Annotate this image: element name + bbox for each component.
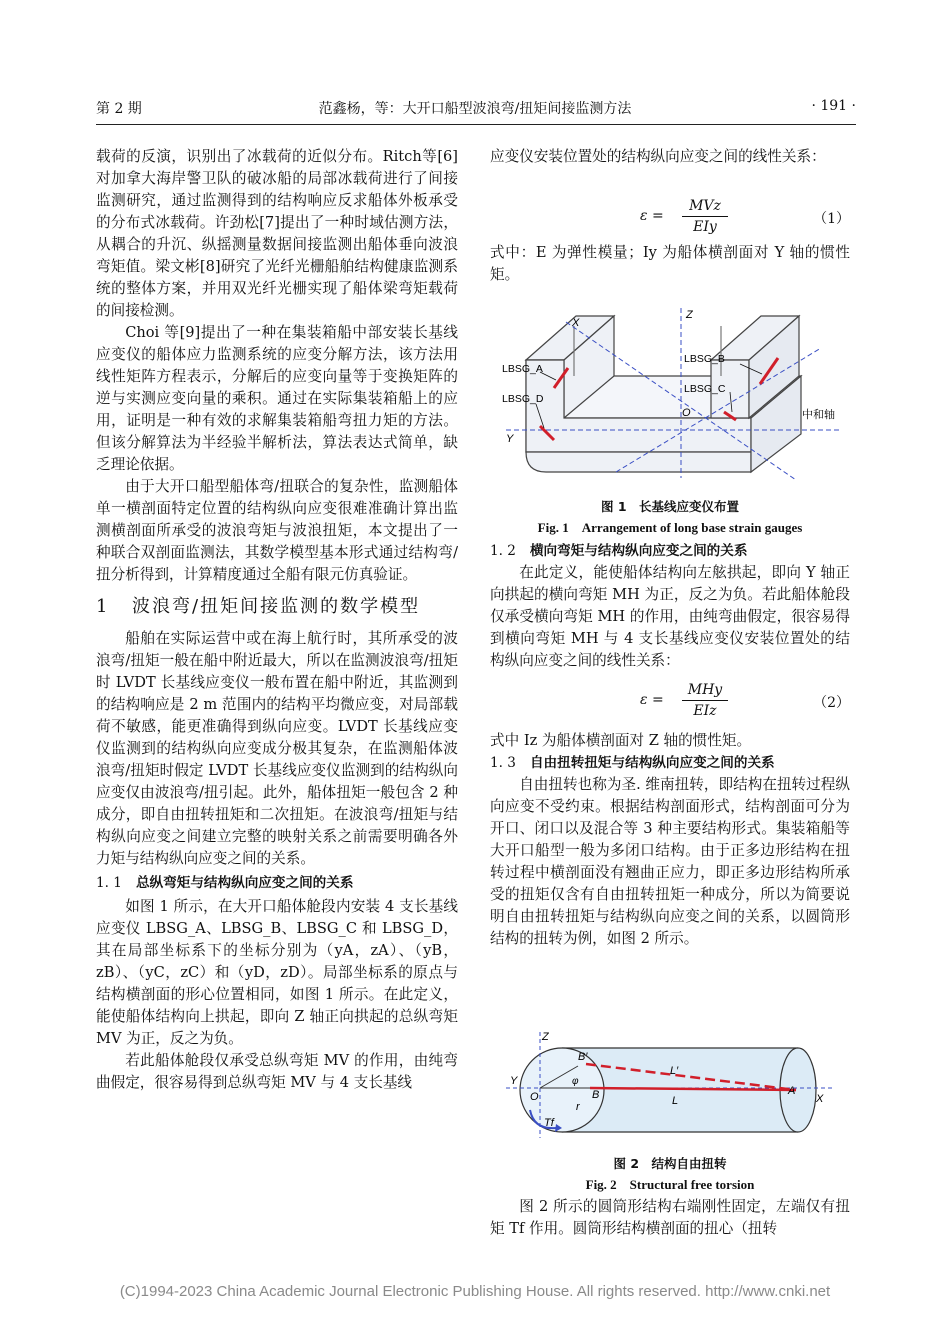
label-y: Y — [510, 1075, 518, 1087]
label-b: B — [592, 1089, 600, 1101]
label-origin: O — [682, 407, 691, 419]
copyright-footer: (C)1994-2023 China Academic Journal Electronic Publishing House. All rights reserved. http://www.cnki.net — [119, 1283, 831, 1300]
paragraph: 如图 1 所示，在大开口船体舱段内安装 4 支长基线应变仪 LBSG_A、LBSG_B、LBSG_C 和 LBSG_D，其在局部坐标系下的坐标分别为（yA，zA）、（yB，zB）、（yC，zC）和（yD，zD）。局部坐标系的原点与结构横剖面的形心位置相同，如图 1 所示。在此定义，能使船体结构向上拱起，即向 Z 轴正向拱起的总纵弯矩 MV 为正，反之为负。 — [96, 898, 458, 1047]
paragraph: 载荷的反演，识别出了冰载荷的近似分布。Ritch等[6]对加拿大海岸警卫队的破冰船的局部冰载荷进行了间接监测研究，通过监测得到的结构响应反求船体外板承受的分布式冰载荷。许劲松[7]提出了一种时域估测方法，从耦合的升沉、纵摇测量数据间接监测出船体垂向波浪弯矩值。梁文彬[8]研究了光纤光栅船舶结构健康监测系统的整体方案，并用双光纤光栅实现了船体梁弯矩载荷的间接检测。 — [96, 148, 458, 319]
paragraph: Choi 等[9]提出了一种在集装箱船中部安装长基线应变仪的船体应力监测系统的应变分解方法，该方法用线性矩阵方程表示，分解后的应变向量等于变换矩阵的逆与实测应变向量的乘积。通过在实际集装箱船上的应用，证明是一种有效的求解集装箱船弯扭力矩的方法。但该分解算法为半经验半解析法，算法表达式简单，缺乏理论依据。 — [96, 324, 458, 473]
label-b-prime: B′ — [578, 1051, 588, 1063]
paragraph: 图 2 所示的圆筒形结构右端刚性固定，左端仅有扭矩 Tf 作用。圆筒形结构横剖面的扭心（扭转 — [490, 1198, 850, 1237]
paragraph: 应变仪安装位置处的结构纵向应变之间的线性关系： — [490, 148, 826, 165]
subsection-title: 横向弯矩与结构纵向应变之间的关系 — [529, 543, 748, 559]
eq1-fraction — [682, 196, 728, 237]
header-rule — [96, 124, 856, 125]
paragraph: 自由扭转也称为圣. 维南扭转，即结构在扭转过程纵向应变不受约束。根据结构剖面形式，结构剖面可分为开口、闭口以及混合等 3 种主要结构形式。集装箱船等大开口船型一般为多闭口结构。由于正多边形结构在扭转过程中横剖面没有翘曲正应力，即正多边形结构所承受的扭矩仅含有自由扭转扭矩一种成分，所以为简要说明自由扭转扭矩与结构纵向应变之间的关系，以圆筒形结构的扭转为例，如图 2 所示。 — [490, 776, 850, 947]
subsection-number: 1. 1 — [96, 875, 122, 891]
label-lbsg-d: LBSG_D — [502, 393, 544, 405]
eq2-fraction — [682, 680, 728, 721]
equation-1 — [490, 196, 850, 240]
figure-1-caption-en: Fig. 1 Arrangement of long base strain gauges — [537, 520, 803, 535]
eq1-tag: （1） — [813, 211, 850, 227]
equation-2 — [490, 680, 850, 724]
label-tf: Tf — [544, 1117, 554, 1129]
subsection-number: 1. 3 — [490, 755, 516, 771]
right-column-where1 — [490, 242, 850, 286]
figure-2-caption-cn: 图 2 结构自由扭转 — [613, 1156, 727, 1171]
label-a: A — [788, 1085, 796, 1097]
label-lbsg-a: LBSG_A — [502, 363, 543, 375]
label-neutral-axis: 中和轴 — [802, 409, 835, 421]
label-z: Z — [542, 1031, 549, 1043]
label-x: X — [572, 317, 580, 329]
paragraph: 若此船体舱段仅承受总纵弯矩 MV 的作用，由纯弯曲假定，很容易得到总纵弯矩 MV 与 4 支长基线 — [96, 1052, 458, 1091]
paragraph: 在此定义，能使船体结构向左舷拱起，即向 Y 轴正向拱起的横向弯矩 MH 为正，反之为负。若此船体舱段仅承受横向弯矩 MH 的作用，由纯弯曲假定，很容易得到横向弯矩 MH 与 4 支长基线应变仪安装位置处的结构纵向应变之间的线性关系： — [490, 564, 850, 669]
right-column-bottom — [490, 1196, 850, 1240]
label-y: Y — [506, 433, 514, 445]
hull-bottom-curve — [526, 452, 751, 472]
subsection-heading — [490, 752, 850, 774]
subsection-number: 1. 2 — [490, 543, 516, 559]
figure-2-free-torsion — [500, 1028, 840, 1140]
label-origin: O — [530, 1091, 539, 1103]
section-heading — [96, 596, 458, 618]
page-number: · 191 · — [811, 98, 856, 114]
figure-2-caption-en: Fig. 2 Structural free torsion — [585, 1177, 755, 1192]
eq2-tag: （2） — [813, 695, 850, 711]
right-column-top — [490, 146, 850, 168]
label-l: L — [672, 1095, 679, 1107]
label-z: Z — [686, 309, 693, 321]
figure-1-caption-cn: 图 1 长基线应变仪布置 — [600, 499, 740, 514]
issue-label: 第 2 期 — [96, 101, 142, 117]
subsection-heading — [490, 540, 850, 562]
label-lbsg-b: LBSG_B — [684, 353, 725, 365]
eq1-numerator: MVz — [682, 196, 728, 217]
section-number: 1 — [96, 596, 110, 617]
label-l-prime: L′ — [670, 1065, 679, 1077]
paragraph: 船舶在实际运营中或在海上航行时，其所承受的波浪弯/扭矩一般在船中附近最大，所以在监测波浪弯/扭矩时 LVDT 长基线应变仪一般布置在船中附近，其监测到的结构响应是 2 m 范围内的结构平均微应变，对局部载荷不敏感，能更准确得到纵向应变。LVDT 长基线应变仪监测到的结构纵向应变成分极其复杂，在监测船体波浪弯/扭矩时假定 LVDT 长基线应变仪监测到的结构纵向应变仅由波浪弯/扭引起。此外，船体扭矩一般包含 2 种成分，即自由扭转扭矩和二次扭矩。在波浪弯/扭矩与结构纵向应变之间建立完整的映射关系之前需要明确各外力矩与结构纵向应变之间的关系。 — [96, 630, 458, 867]
subsection-title: 总纵弯矩与结构纵向应变之间的关系 — [135, 875, 354, 891]
label-phi: φ — [572, 1076, 579, 1087]
eq1-denominator: EIy — [693, 219, 717, 235]
figure-1-strain-gauge-layout — [496, 300, 846, 485]
right-column-12 — [490, 540, 850, 672]
paragraph: 式中：E 为弹性模量；Iy 为船体横剖面对 Y 轴的惯性矩。 — [490, 244, 850, 283]
eq2-lhs: ε = — [640, 692, 664, 708]
running-title: 范鑫杨，等：大开口船型波浪弯/扭矩间接监测方法 — [318, 101, 632, 117]
paragraph: 式中 Iz 为船体横剖面对 Z 轴的惯性矩。 — [490, 732, 752, 749]
label-x: X — [816, 1093, 824, 1105]
eq1-lhs: ε = — [640, 208, 664, 224]
label-lbsg-c: LBSG_C — [684, 383, 726, 395]
right-column-13 — [490, 730, 850, 950]
eq2-numerator: MHy — [682, 680, 728, 701]
label-r: r — [576, 1101, 580, 1113]
left-column — [96, 146, 458, 1094]
paragraph: 由于大开口船型船体弯/扭联合的复杂性，监测船体单一横剖面特定位置的结构纵向应变很难准确计算出监测横剖面所承受的波浪弯矩与波浪扭矩，本文提出了一种联合双剖面监测法，其数学模型基本形式通过结构弯/扭分析得到，计算精度通过全船有限元仿真验证。 — [96, 478, 458, 583]
section-title: 波浪弯/扭矩间接监测的数学模型 — [132, 596, 421, 617]
subsection-title: 自由扭转扭矩与结构纵向应变之间的关系 — [529, 755, 775, 771]
eq2-denominator: EIz — [693, 703, 717, 719]
subsection-heading — [96, 872, 458, 894]
